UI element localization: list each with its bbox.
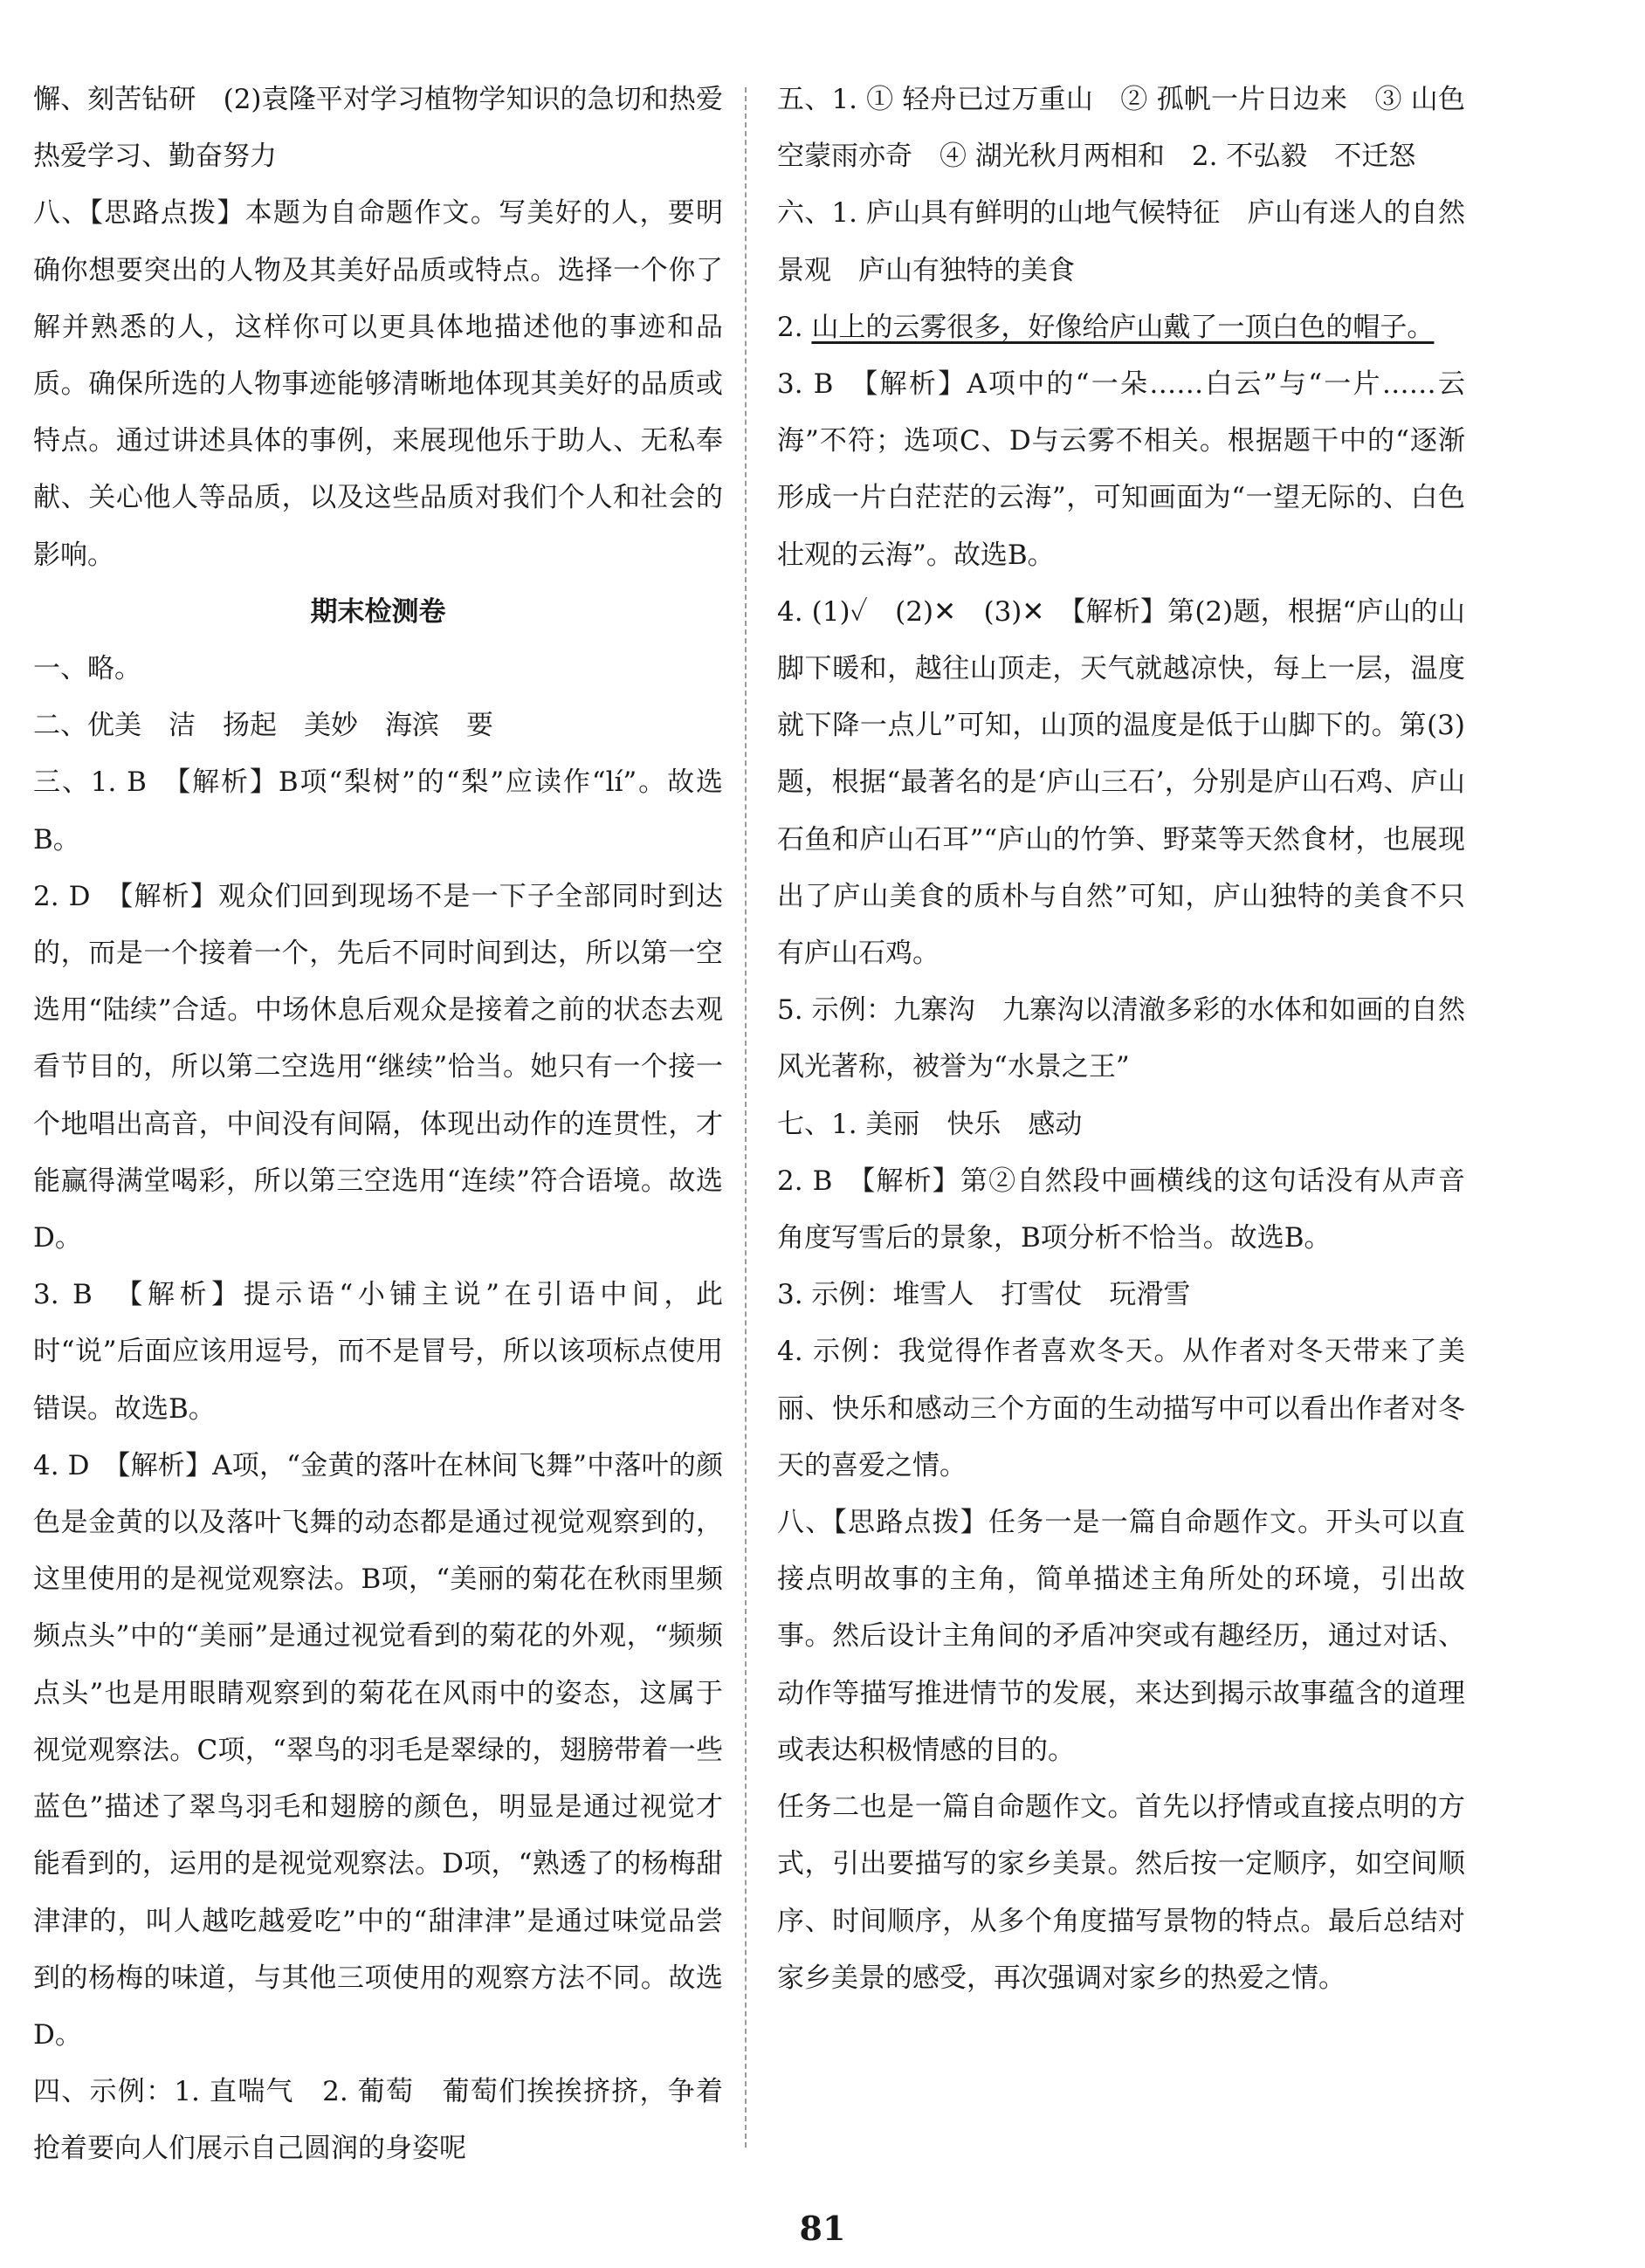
column-divider — [745, 87, 747, 2148]
answer-paragraph: 2. B 【解析】第②自然段中画横线的这句话没有从声音角度写雪后的景象，B项分析不恰当。故选B。 — [777, 1165, 1465, 1254]
answer-paragraph: 4. D 【解析】A项，“金黄的落叶在林间飞舞”中落叶的颜色是金黄的以及落叶飞舞的动态都是通过视觉观察到的，这里使用的是视觉观察法。B项，“美丽的菊花在秋雨里频频点头”中的“美丽”是通过视觉看到的菊花的外观，“频频点头”也是用眼睛观察到的菊花在风雨中的姿态，这属于视觉观察法。C项，“翠鸟的羽毛是翠绿的，翅膀带着一些蓝色”描述了翠鸟羽毛和翅膀的颜色，明显是通过视觉才能看到的，运用的是视觉观察法。D项，“熟透了的杨梅甜津津的，叫人越吃越爱吃”中的“甜津津”是通过味觉品尝到的杨梅的味道，与其他三项使用的观察方法不同。故选D。 — [33, 1449, 723, 2051]
answer-paragraph: 三、1. B 【解析】B项“梨树”的“梨”应读作“lí”。故选B。 — [33, 766, 723, 856]
answer-paragraph: 5. 示例：九寨沟 九寨沟以清澈多彩的水体和如画的自然风光著称，被誉为“水景之王” — [777, 994, 1465, 1083]
answer-paragraph-underlined — [777, 299, 1465, 356]
answer-paragraph: 六、1. 庐山具有鲜明的山地气候特征 庐山有迷人的自然景观 庐山有独特的美食 — [777, 197, 1465, 286]
page-number: 81 — [799, 2209, 846, 2248]
section-title: 期末检测卷 — [310, 595, 446, 628]
answer-paragraph: 七、1. 美丽 快乐 感动 — [777, 1108, 1083, 1140]
underlined-answer: 山上的云雾很多，好像给庐山戴了一顶白色的帽子。 — [811, 311, 1435, 343]
answer-paragraph: 3. 示例：堆雪人 打雪仗 玩滑雪 — [777, 1279, 1191, 1311]
answer-paragraph: 4. 示例：我觉得作者喜欢冬天。从作者对冬天带来了美丽、快乐和感动三个方面的生动描写中可以看出作者对冬天的喜爱之情。 — [777, 1336, 1465, 1481]
answer-paragraph: 3. B 【解析】A项中的“一朵……白云”与“一片……云海”不符；选项C、D与云雾不相关。根据题干中的“逐渐形成一片白茫茫的云海”，可知画面为“一望无际的、白色壮观的云海”。故选B。 — [777, 368, 1465, 571]
answer-paragraph: 2. D 【解析】观众们回到现场不是一下子全部同时到达的，而是一个接着一个，先后不同时间到达，所以第一空选用“陆续”合适。中场休息后观众是接着之前的状态去观看节目的，所以第二空选用“继续”恰当。她只有一个接一个地唱出高音，中间没有间隔，体现出动作的连贯性，才能赢得满堂喝彩，所以第三空选用“连续”符合语境。故选D。 — [33, 880, 723, 1254]
answer-paragraph: 八、【思路点拨】本题为自命题作文。写美好的人，要明确你想要突出的人物及其美好品质或特点。选择一个你了解并熟悉的人，这样你可以更具体地描述他的事迹和品质。确保所选的人物事迹能够清晰地体现其美好的品质或特点。通过讲述具体的事例，来展现他乐于助人、无私奉献、关心他人等品质，以及这些品质对我们个人和社会的影响。 — [33, 197, 723, 571]
answer-paragraph: 任务二也是一篇自命题作文。首先以抒情或直接点明的方式，引出要描写的家乡美景。然后按一定顺序，如空间顺序、时间顺序，从多个角度描写景物的特点。最后总结对家乡美景的感受，再次强调对家乡的热爱之情。 — [777, 1791, 1465, 1994]
answer-paragraph: 懈、刻苦钻研 (2)袁隆平对学习植物学知识的急切和热爱 热爱学习、勤奋努力 — [33, 84, 750, 173]
answer-paragraph: 二、优美 洁 扬起 美妙 海滨 要 — [33, 710, 493, 742]
answer-paragraph: 一、略。 — [33, 653, 141, 685]
answer-paragraph: 八、【思路点拨】任务一是一篇自命题作文。开头可以直接点明故事的主角，简单描述主角所处的环境，引出故事。然后设计主角间的矛盾冲突或有趣经历，通过对话、动作等描写推进情节的发展，来达到揭示故事蕴含的道理或表达积极情感的目的。 — [777, 1507, 1465, 1766]
answer-paragraph: 五、1. ① 轻舟已过万重山 ② 孤帆一片日边来 ③ 山色空蒙雨亦奇 ④ 湖光秋月两相和 2. 不弘毅 不迁怒 — [777, 84, 1465, 173]
answer-paragraph: 3. B 【解析】提示语“小铺主说”在引语中间，此时“说”后面应该用逗号，而不是冒号，所以该项标点使用错误。故选B。 — [33, 1279, 723, 1425]
item-number: 2. — [777, 311, 812, 343]
left-column — [33, 72, 750, 2178]
answer-paragraph: 4. (1)✓ (2)✕ (3)✕ 【解析】第(2)题，根据“庐山的山脚下暖和，越往山顶走，天气就越凉快，每上一层，温度就下降一点儿”可知，山顶的温度是低于山脚下的。第(3)题，根据“最著名的是‘庐山三石’，分别是庐山石鸡、庐山石鱼和庐山石耳”“庐山的竹笋、野菜等天然食材，也展现出了庐山美食的质朴与自然”可知，庐山独特的美食不只有庐山石鸡。 — [777, 595, 1465, 970]
right-column — [777, 72, 1465, 2007]
answer-paragraph: 四、示例：1. 直喘气 2. 葡萄 葡萄们挨挨挤挤，争着抢着要向人们展示自己圆润的身姿呢 — [33, 2076, 723, 2165]
